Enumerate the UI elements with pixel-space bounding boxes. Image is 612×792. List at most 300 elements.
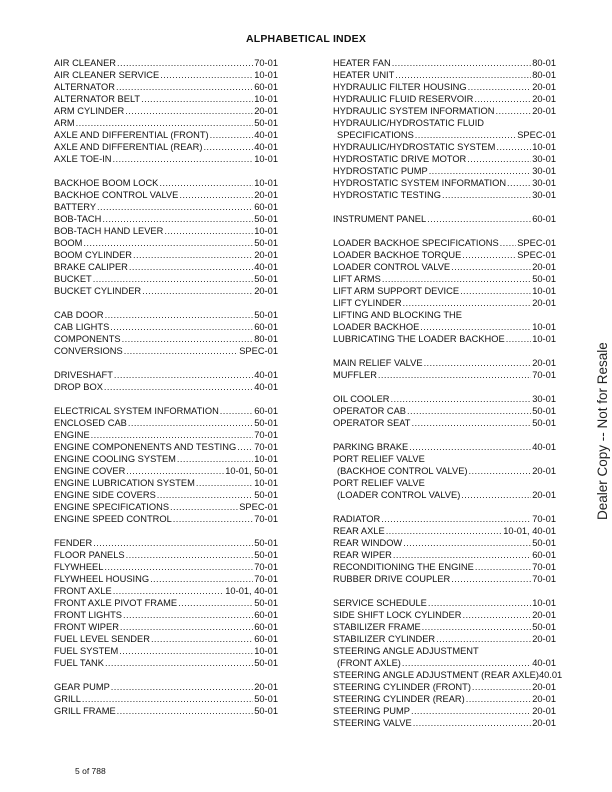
index-entry — [333, 117, 556, 129]
entry-page-ref: 50-01 — [254, 238, 278, 248]
dot-leader — [412, 417, 532, 429]
index-entry — [54, 573, 278, 585]
dot-leader — [117, 705, 254, 717]
entry-label: AXLE TOE-IN — [54, 154, 112, 164]
entry-label: FUEL SYSTEM — [54, 646, 119, 656]
dot-leader — [467, 153, 531, 165]
index-entry — [54, 441, 278, 453]
spacer — [333, 345, 556, 357]
spacer — [54, 393, 278, 405]
dot-leader — [496, 141, 531, 153]
dot-leader — [164, 225, 253, 237]
index-column-right — [333, 57, 563, 729]
entry-label: ENGINE COOLING SYSTEM — [54, 454, 176, 464]
entry-label: STABILIZER FRAME — [333, 622, 421, 632]
entry-label: STABILIZER CYLINDER — [333, 634, 436, 644]
spacer — [333, 201, 556, 213]
dot-leader — [507, 177, 531, 189]
entry-page-ref: 10-01 — [254, 154, 278, 164]
entry-label: SPECIFICATIONS — [337, 130, 414, 140]
index-entry — [54, 369, 278, 381]
index-entry — [333, 633, 556, 645]
dot-leader — [462, 609, 531, 621]
dot-leader — [428, 597, 531, 609]
dot-leader — [468, 81, 532, 93]
entry-page-ref: 60-01 — [254, 406, 278, 416]
index-entry — [333, 57, 556, 69]
dot-leader — [392, 57, 532, 69]
entry-label: BOOM — [54, 238, 83, 248]
entry-label: ELECTRICAL SYSTEM INFORMATION — [54, 406, 219, 416]
entry-label: LUBRICATING THE LOADER BACKHOE — [333, 334, 505, 344]
entry-label: HYDROSTATIC PUMP — [333, 166, 428, 176]
entry-page-ref: 80-01 — [532, 70, 556, 80]
entry-label: ARM CYLINDER — [54, 106, 125, 116]
dot-leader — [466, 693, 531, 705]
entry-page-ref: 70-01 — [254, 514, 278, 524]
entry-label: FRONT AXLE PIVOT FRAME — [54, 598, 178, 608]
entry-label: HYDROSTATIC DRIVE MOTOR — [333, 154, 467, 164]
entry-label: GRILL FRAME — [54, 706, 116, 716]
index-entry — [333, 681, 556, 693]
entry-page-ref: 70-01 — [254, 562, 278, 572]
dot-leader — [210, 129, 254, 141]
dot-leader — [475, 561, 531, 573]
entry-label: HYDRAULIC/HYDROSTATIC FLUID — [333, 118, 485, 128]
dot-leader — [496, 105, 532, 117]
entry-label: AXLE AND DIFFERENTIAL (REAR) — [54, 142, 203, 152]
entry-page-ref: 10-01 — [532, 322, 556, 332]
entry-label: BATTERY — [54, 202, 97, 212]
index-entry — [54, 129, 278, 141]
entry-label: STEERING VALVE — [333, 718, 412, 728]
entry-label: RECONDITIONING THE ENGINE — [333, 562, 474, 572]
entry-page-ref: 20-01 — [532, 106, 556, 116]
entry-label: GEAR PUMP — [54, 682, 110, 692]
entry-label: FUEL LEVEL SENDER — [54, 634, 150, 644]
entry-page-ref: 70-01 — [254, 442, 278, 452]
entry-label: STEERING PUMP — [333, 706, 410, 716]
spacer — [54, 525, 278, 537]
dot-leader — [93, 537, 253, 549]
index-entry — [333, 597, 556, 609]
index-entry — [333, 357, 556, 369]
dot-leader — [83, 237, 253, 249]
index-entry — [54, 345, 278, 357]
entry-page-ref: 50-01 — [532, 418, 556, 428]
entry-label: ALTERNATOR BELT — [54, 94, 141, 104]
entry-page-ref: 70-01 — [532, 370, 556, 380]
index-entry — [333, 237, 556, 249]
entry-page-ref: 10-01 — [254, 646, 278, 656]
entry-page-ref: 30-01 — [532, 190, 556, 200]
entry-label: ENGINE COVER — [54, 466, 126, 476]
entry-page-ref: 40-01 — [254, 370, 278, 380]
dot-leader — [119, 645, 253, 657]
entry-page-ref: 10-01 — [532, 334, 556, 344]
dot-leader — [407, 405, 531, 417]
index-entry — [54, 489, 278, 501]
entry-label: MAIN RELIEF VALVE — [333, 358, 423, 368]
index-entry — [333, 513, 556, 525]
dot-leader — [411, 705, 531, 717]
dot-leader — [462, 249, 516, 261]
dot-leader — [429, 165, 532, 177]
entry-page-ref: 10-01 — [532, 598, 556, 608]
index-entry — [333, 297, 556, 309]
entry-page-ref: 50-01 — [254, 550, 278, 560]
entry-label: FLYWHEEL HOUSING — [54, 574, 150, 584]
index-entry — [54, 57, 278, 69]
entry-page-ref: 50-01 — [532, 622, 556, 632]
entry-label: HYDROSTATIC TESTING — [333, 190, 441, 200]
entry-page-ref: 20-01 — [254, 250, 278, 260]
entry-page-ref: SPEC-01 — [239, 346, 278, 356]
index-entry — [333, 525, 556, 537]
entry-page-ref: 80-01 — [254, 334, 278, 344]
index-entry — [333, 285, 556, 297]
entry-label: ENGINE COMPONENENTS AND TESTING — [54, 442, 237, 452]
dot-leader — [472, 681, 531, 693]
index-entry — [333, 657, 556, 669]
dot-leader — [105, 309, 254, 321]
entry-page-ref: 10-01 — [254, 178, 278, 188]
index-entry — [333, 417, 556, 429]
index-entry — [333, 573, 556, 585]
index-entry — [333, 537, 556, 549]
entry-label: BOB-TACH HAND LEVER — [54, 226, 164, 236]
spacer — [54, 297, 278, 309]
dot-leader — [500, 237, 517, 249]
entry-page-ref: 50-01 — [532, 538, 556, 548]
entry-page-ref: 20-01 — [254, 190, 278, 200]
index-entry — [333, 549, 556, 561]
index-entry — [54, 705, 278, 717]
index-entry — [54, 597, 278, 609]
entry-page-ref: 50-01 — [254, 658, 278, 668]
dot-leader — [413, 717, 532, 729]
index-entry — [333, 405, 556, 417]
index-entry — [333, 261, 556, 273]
entry-label: PORT RELIEF VALVE — [333, 454, 425, 464]
entry-label: PORT RELIEF VALVE — [333, 478, 425, 488]
dot-leader — [469, 465, 532, 477]
entry-page-ref: 70-01 — [532, 514, 556, 524]
entry-page-ref: 50-01 — [254, 310, 278, 320]
entry-label: LOADER BACKHOE SPECIFICATIONS — [333, 238, 499, 248]
entry-label: AIR CLEANER — [54, 58, 116, 68]
dot-leader — [409, 441, 531, 453]
entry-page-ref: 20-01 — [254, 286, 278, 296]
entry-label: HYDRAULIC FILTER HOUSING — [333, 82, 467, 92]
index-entry — [54, 273, 278, 285]
spacer — [54, 165, 278, 177]
entry-label: LOADER BACKHOE — [333, 322, 420, 332]
dot-leader — [403, 297, 532, 309]
entry-label: DROP BOX — [54, 382, 103, 392]
entry-page-ref: 30-01 — [532, 394, 556, 404]
entry-label: CAB DOOR — [54, 310, 104, 320]
index-entry — [333, 645, 556, 657]
index-entry — [333, 81, 556, 93]
index-entry — [54, 477, 278, 489]
index-entry — [54, 537, 278, 549]
dot-leader — [403, 537, 531, 549]
dot-leader — [427, 213, 531, 225]
index-entry — [54, 201, 278, 213]
index-entry — [333, 465, 556, 477]
index-entry — [54, 213, 278, 225]
dot-leader — [424, 357, 532, 369]
dot-leader — [173, 513, 253, 525]
entry-page-ref: 30-01 — [532, 154, 556, 164]
entry-label: STEERING CYLINDER (REAR) — [333, 694, 465, 704]
entry-label: MUFFLER — [333, 370, 377, 380]
entry-label: (LOADER CONTROL VALVE) — [337, 490, 461, 500]
index-entry — [54, 117, 278, 129]
entry-page-ref: 20-01 — [532, 490, 556, 500]
dot-leader — [129, 261, 253, 273]
entry-label: BACKHOE CONTROL VALVE — [54, 190, 179, 200]
dot-leader — [422, 621, 532, 633]
entry-label: STEERING ANGLE ADJUSTMENT — [333, 646, 479, 656]
entry-label: INSTRUMENT PANEL — [333, 214, 427, 224]
dot-leader — [123, 609, 253, 621]
dot-leader — [402, 657, 531, 669]
entry-label: LIFT ARMS — [333, 274, 381, 284]
index-entry — [333, 561, 556, 573]
dot-leader — [122, 333, 254, 345]
index-entry — [333, 93, 556, 105]
entry-label: GRILL — [54, 694, 81, 704]
entry-page-ref: 10-01, 40-01 — [225, 586, 278, 596]
index-entry — [333, 141, 556, 153]
index-entry — [54, 105, 278, 117]
entry-label: HYDROSTATIC SYSTEM INFORMATION — [333, 178, 507, 188]
entry-label: CAB LIGHTS — [54, 322, 110, 332]
entry-page-ref: 10-01 — [254, 454, 278, 464]
entry-page-ref: 80-01 — [532, 58, 556, 68]
entry-page-ref: SPEC-01 — [239, 502, 278, 512]
index-entry — [333, 153, 556, 165]
spacer — [333, 429, 556, 441]
entry-label: SERVICE SCHEDULE — [333, 598, 427, 608]
index-entry — [54, 609, 278, 621]
dot-leader — [116, 81, 253, 93]
dot-leader — [159, 177, 253, 189]
index-entry — [54, 417, 278, 429]
index-entry — [54, 261, 278, 273]
entry-label: HYDRAULIC/HYDROSTATIC SYSTEM — [333, 142, 496, 152]
entry-page-ref: 50-01 — [254, 538, 278, 548]
entry-label: ENGINE SPEED CONTROL — [54, 514, 172, 524]
entry-label: OPERATOR SEAT — [333, 418, 411, 428]
entry-page-ref: 20-01 — [532, 706, 556, 716]
entry-label: STEERING ANGLE ADJUSTMENT (REAR AXLE)40.01 — [333, 670, 563, 680]
entry-label: DRIVESHAFT — [54, 370, 113, 380]
entry-page-ref: 10-01 — [254, 226, 278, 236]
dot-leader — [76, 117, 254, 129]
entry-label: HEATER UNIT — [333, 70, 395, 80]
index-entry — [54, 225, 278, 237]
dot-leader — [104, 381, 253, 393]
index-entry — [333, 273, 556, 285]
entry-label: FLOOR PANELS — [54, 550, 125, 560]
dot-leader — [114, 369, 253, 381]
index-entry — [54, 501, 278, 513]
entry-page-ref: 60-01 — [254, 622, 278, 632]
entry-page-ref: 50-01 — [532, 274, 556, 284]
index-entry — [54, 381, 278, 393]
dot-leader — [150, 573, 253, 585]
dot-leader — [97, 201, 253, 213]
entry-label: HYDRAULIC FLUID RESERVOIR — [333, 94, 474, 104]
entry-label: ENCLOSED CAB — [54, 418, 127, 428]
index-entry — [54, 93, 278, 105]
entry-page-ref: 70-01 — [532, 574, 556, 584]
index-entry — [54, 309, 278, 321]
entry-page-ref: 60-01 — [254, 322, 278, 332]
index-entry — [333, 609, 556, 621]
dot-leader — [393, 549, 531, 561]
entry-label: LOADER CONTROL VALVE — [333, 262, 451, 272]
index-entry — [54, 513, 278, 525]
dot-leader — [378, 369, 531, 381]
dot-leader — [170, 501, 238, 513]
entry-page-ref: 20-01 — [532, 262, 556, 272]
index-entry — [54, 69, 278, 81]
index-entry — [54, 549, 278, 561]
dot-leader — [120, 621, 253, 633]
dot-leader — [93, 273, 254, 285]
dot-leader — [451, 261, 531, 273]
entry-page-ref: 20-01 — [532, 94, 556, 104]
dot-leader — [124, 345, 239, 357]
entry-label: BOB-TACH — [54, 214, 102, 224]
index-entry — [54, 321, 278, 333]
dot-leader — [126, 465, 224, 477]
dot-leader — [461, 489, 531, 501]
entry-label: LIFTING AND BLOCKING THE — [333, 310, 462, 320]
spacer — [333, 381, 556, 393]
index-entry — [54, 405, 278, 417]
index-entry — [54, 177, 278, 189]
entry-page-ref: 70-01 — [254, 574, 278, 584]
entry-label: REAR WINDOW — [333, 538, 403, 548]
dot-leader — [142, 285, 253, 297]
index-entry — [333, 453, 556, 465]
dot-leader — [386, 525, 503, 537]
entry-page-ref: 20-01 — [532, 358, 556, 368]
entry-label: FRONT LIGHTS — [54, 610, 123, 620]
entry-page-ref: 60-01 — [254, 82, 278, 92]
entry-page-ref: SPEC-01 — [517, 130, 556, 140]
dot-leader — [178, 597, 253, 609]
dot-leader — [105, 657, 253, 669]
dot-leader — [506, 333, 532, 345]
index-entry — [54, 429, 278, 441]
entry-page-ref: 20-01 — [532, 82, 556, 92]
entry-page-ref: 50-01 — [254, 418, 278, 428]
dot-leader — [460, 285, 531, 297]
entry-page-ref: 70-01 — [254, 430, 278, 440]
dot-leader — [436, 633, 531, 645]
index-entry — [333, 333, 556, 345]
entry-label: HYDRAULIC SYSTEM INFORMATION — [333, 106, 495, 116]
index-entry — [54, 585, 278, 597]
entry-label: FENDER — [54, 538, 93, 548]
entry-page-ref: 20-01 — [532, 466, 556, 476]
index-entry — [54, 189, 278, 201]
index-entry — [333, 393, 556, 405]
dot-leader — [110, 321, 253, 333]
index-entry — [54, 681, 278, 693]
dot-leader — [102, 213, 253, 225]
entry-page-ref: 60-01 — [532, 550, 556, 560]
entry-label: ENGINE SIDE COVERS — [54, 490, 156, 500]
entry-label: ENGINE — [54, 430, 90, 440]
entry-label: FRONT AXLE — [54, 586, 112, 596]
dot-leader — [179, 189, 253, 201]
index-entry — [54, 81, 278, 93]
dot-leader — [82, 693, 253, 705]
entry-page-ref: 60-01 — [254, 202, 278, 212]
dot-leader — [141, 93, 253, 105]
entry-page-ref: 20-01 — [532, 634, 556, 644]
entry-label: COMPONENTS — [54, 334, 121, 344]
entry-page-ref: 10-01, 50-01 — [225, 466, 278, 476]
entry-page-ref: 10-01, 40-01 — [503, 526, 556, 536]
dot-leader — [111, 681, 253, 693]
entry-page-ref: 20-01 — [532, 298, 556, 308]
index-entry — [333, 369, 556, 381]
entry-label: ENGINE SPECIFICATIONS — [54, 502, 170, 512]
index-entry — [54, 657, 278, 669]
index-entry — [54, 561, 278, 573]
entry-label: OPERATOR CAB — [333, 406, 407, 416]
entry-page-ref: 40-01 — [254, 382, 278, 392]
entry-label: HEATER FAN — [333, 58, 391, 68]
entry-label: (FRONT AXLE) — [337, 658, 401, 668]
entry-label: LOADER BACKHOE TORQUE — [333, 250, 462, 260]
index-entry — [333, 441, 556, 453]
entry-page-ref: 20-01 — [532, 694, 556, 704]
index-entry — [333, 249, 556, 261]
entry-page-ref: 40-01 — [532, 658, 556, 668]
dot-leader — [104, 561, 253, 573]
entry-label: BACKHOE BOOM LOCK — [54, 178, 159, 188]
index-entry — [333, 129, 556, 141]
entry-label: FUEL TANK — [54, 658, 104, 668]
index-entry — [54, 645, 278, 657]
dot-leader — [160, 69, 253, 81]
dot-leader — [113, 153, 254, 165]
entry-page-ref: 20-01 — [532, 718, 556, 728]
entry-label: OIL COOLER — [333, 394, 390, 404]
dot-leader — [237, 441, 253, 453]
index-entry — [333, 105, 556, 117]
index-entry — [54, 621, 278, 633]
index-entry — [54, 453, 278, 465]
entry-label: STEERING CYLINDER (FRONT) — [333, 682, 471, 692]
spacer — [333, 501, 556, 513]
entry-label: REAR WIPER — [333, 550, 392, 560]
entry-page-ref: 70-01 — [532, 562, 556, 572]
entry-page-ref: 30-01 — [532, 166, 556, 176]
spacer — [333, 225, 556, 237]
spacer — [54, 669, 278, 681]
page-number: 5 of 788 — [75, 766, 106, 776]
